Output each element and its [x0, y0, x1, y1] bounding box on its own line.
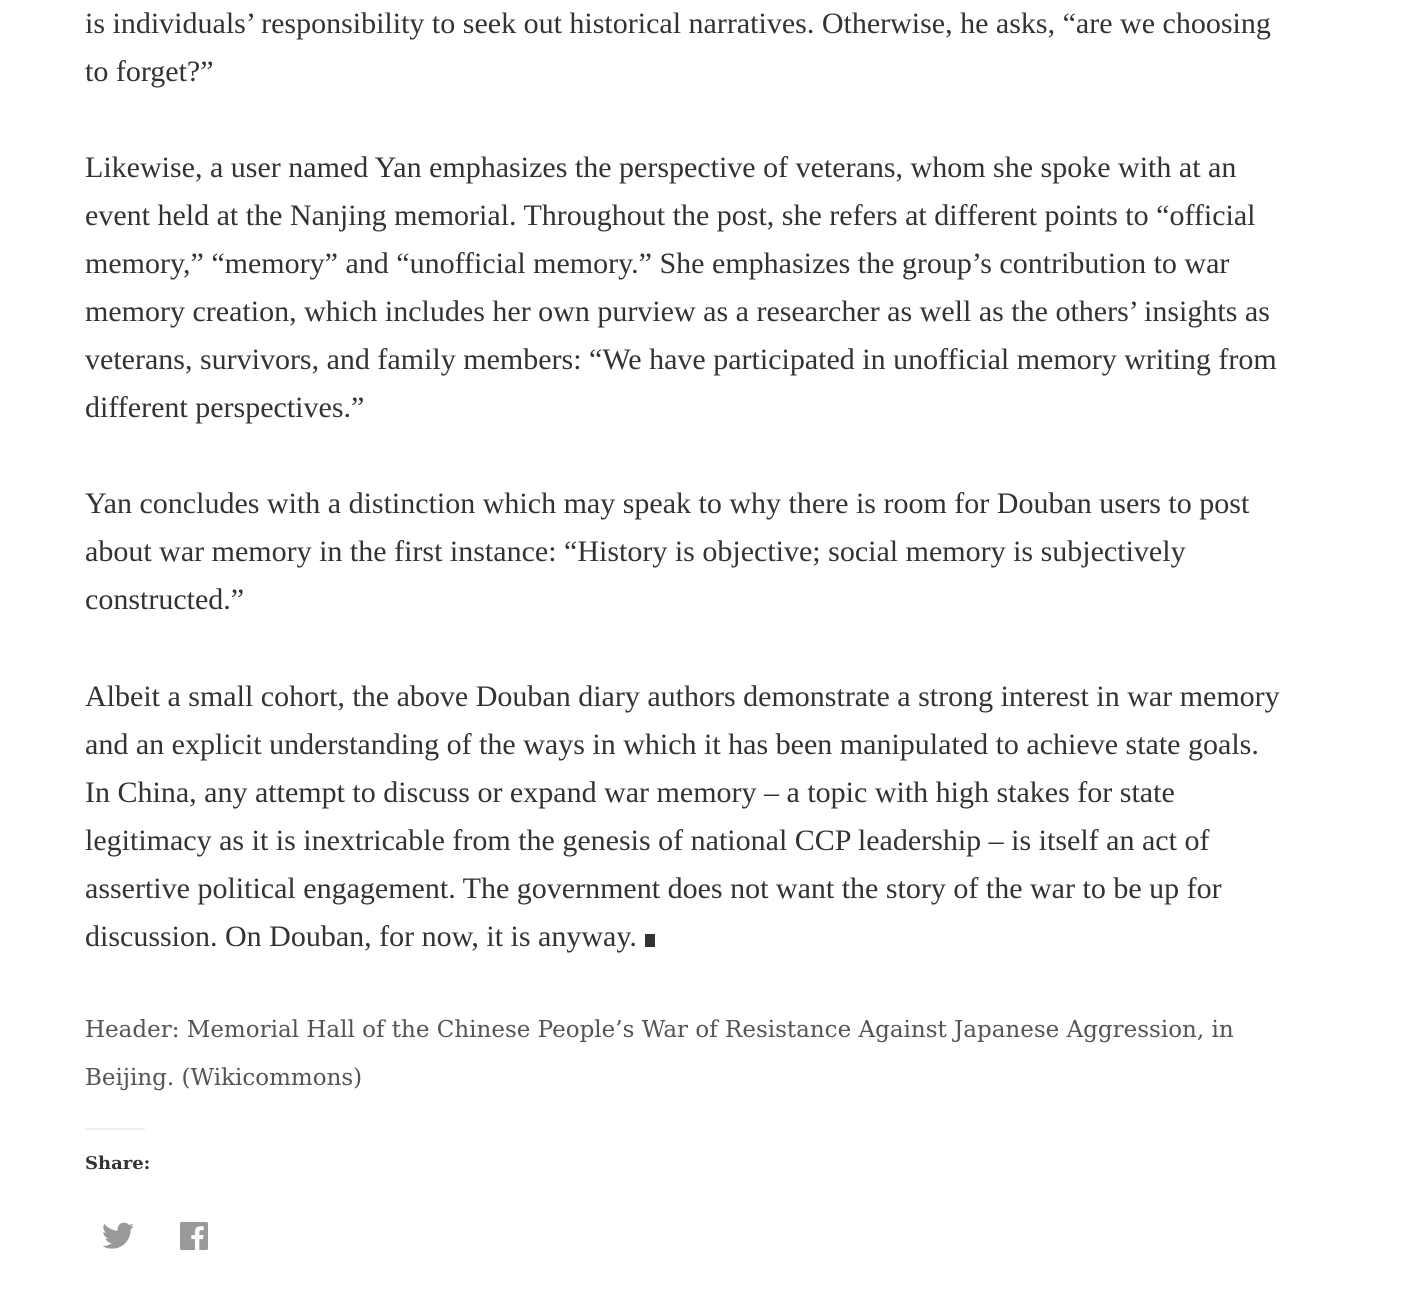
article-paragraph: Likewise, a user named Yan emphasizes the perspective of veterans, whom she spoke with at an event held at the Nanjing memorial. Throughout the post, she refers at different points to “official memory,” “memory” and “unofficial memory.” She emphasizes the group’s contribution to war memory creation, which includes her own purview as a researcher as well as the others’ insights as veterans, survivors, and family members: “We have participated in unofficial memory writing from different perspectives.”	[85, 151, 1277, 424]
article-paragraph: is individuals’ responsibility to seek out historical narratives. Otherwise, he asks, “are we choosing to forget?”	[85, 7, 1271, 88]
share-label: Share:	[85, 1153, 151, 1174]
twitter-share-button[interactable]	[100, 1218, 136, 1254]
end-of-article-mark	[645, 934, 655, 947]
share-buttons	[100, 1218, 212, 1254]
twitter-icon	[102, 1222, 134, 1250]
facebook-icon	[180, 1222, 208, 1250]
article-paragraph-final	[85, 673, 1285, 961]
facebook-share-button[interactable]	[176, 1218, 212, 1254]
image-caption: Header: Memorial Hall of the Chinese People’s War of Resistance Against Japanese Aggression, in Beijing. (Wikicommons)	[85, 1017, 1234, 1091]
article-paragraph: Yan concludes with a distinction which may speak to why there is room for Douban users to post about war memory in the first instance: “History is objective; social memory is subjectively constructed.”	[85, 487, 1250, 616]
article-paragraph-text: Albeit a small cohort, the above Douban diary authors demonstrate a strong interest in war memory and an explicit understanding of the ways in which it has been manipulated to achieve state goals. In China, any attempt to discuss or expand war memory – a topic with high stakes for state legitimacy as it is inextricable from the genesis of national CCP leadership – is itself an act of assertive political engagement. The government does not want the story of the war to be up for discussion. On Douban, for now, it is anyway.	[85, 680, 1280, 953]
share-divider	[85, 1128, 145, 1130]
